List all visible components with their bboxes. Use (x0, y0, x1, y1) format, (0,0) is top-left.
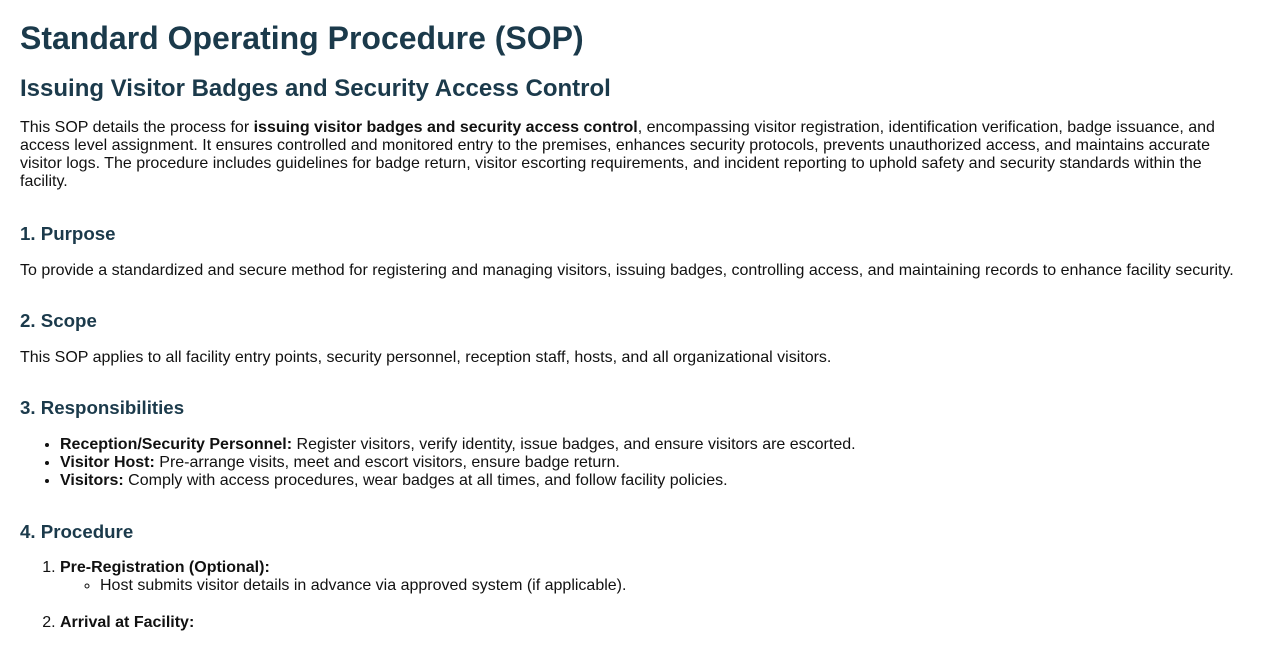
procedure-list (20, 559, 1243, 632)
intro-bold: issuing visitor badges and security access control (253, 119, 638, 136)
role-description: Register visitors, verify identity, issue badges, and ensure visitors are escorted. (292, 436, 856, 453)
intro-suffix: , encompassing visitor registration, identification verification, badge issuance, and access level assignment. It ensures controlled and monitored entry to the premises, enhances security protocols, prevents unauthorized access, and maintains accurate visitor logs. The procedure includes guidelines for badge return, visitor escorting requirements, and incident reporting to uphold safety and security standards within the facility. (20, 119, 1215, 190)
step-title: Pre-Registration (Optional): (60, 559, 270, 576)
list-item (60, 436, 1243, 454)
responsibilities-heading: 3. Responsibilities (20, 397, 185, 418)
procedure-heading: 4. Procedure (20, 521, 134, 542)
page-title: Standard Operating Procedure (SOP) (20, 20, 584, 56)
intro-paragraph (20, 119, 1243, 191)
document-subtitle: Issuing Visitor Badges and Security Access Control (20, 75, 611, 102)
purpose-text: To provide a standardized and secure method for registering and managing visitors, issuing badges, controlling access, and maintaining records to enhance facility security. (20, 262, 1234, 279)
step-subitems (60, 577, 1243, 595)
role-label: Visitor Host: (60, 454, 155, 471)
procedure-step (60, 559, 1243, 595)
role-label: Visitors: (60, 472, 124, 489)
procedure-step (60, 614, 1243, 632)
responsibilities-list (20, 436, 1243, 490)
intro-prefix: This SOP details the process for (20, 119, 254, 136)
list-item (60, 454, 1243, 472)
step-title: Arrival at Facility: (60, 614, 195, 631)
list-item (60, 472, 1243, 490)
purpose-heading: 1. Purpose (20, 223, 116, 244)
role-description: Pre-arrange visits, meet and escort visitors, ensure badge return. (154, 454, 620, 471)
scope-heading: 2. Scope (20, 310, 97, 331)
list-item: ◦ Host submits visitor details in advance via approved system (if applicable). (100, 577, 1243, 595)
role-description: Comply with access procedures, wear badges at all times, and follow facility policies. (123, 472, 728, 489)
role-label: Reception/Security Personnel: (60, 436, 293, 453)
scope-text: This SOP applies to all facility entry points, security personnel, reception staff, hosts, and all organizational visitors. (20, 349, 832, 366)
